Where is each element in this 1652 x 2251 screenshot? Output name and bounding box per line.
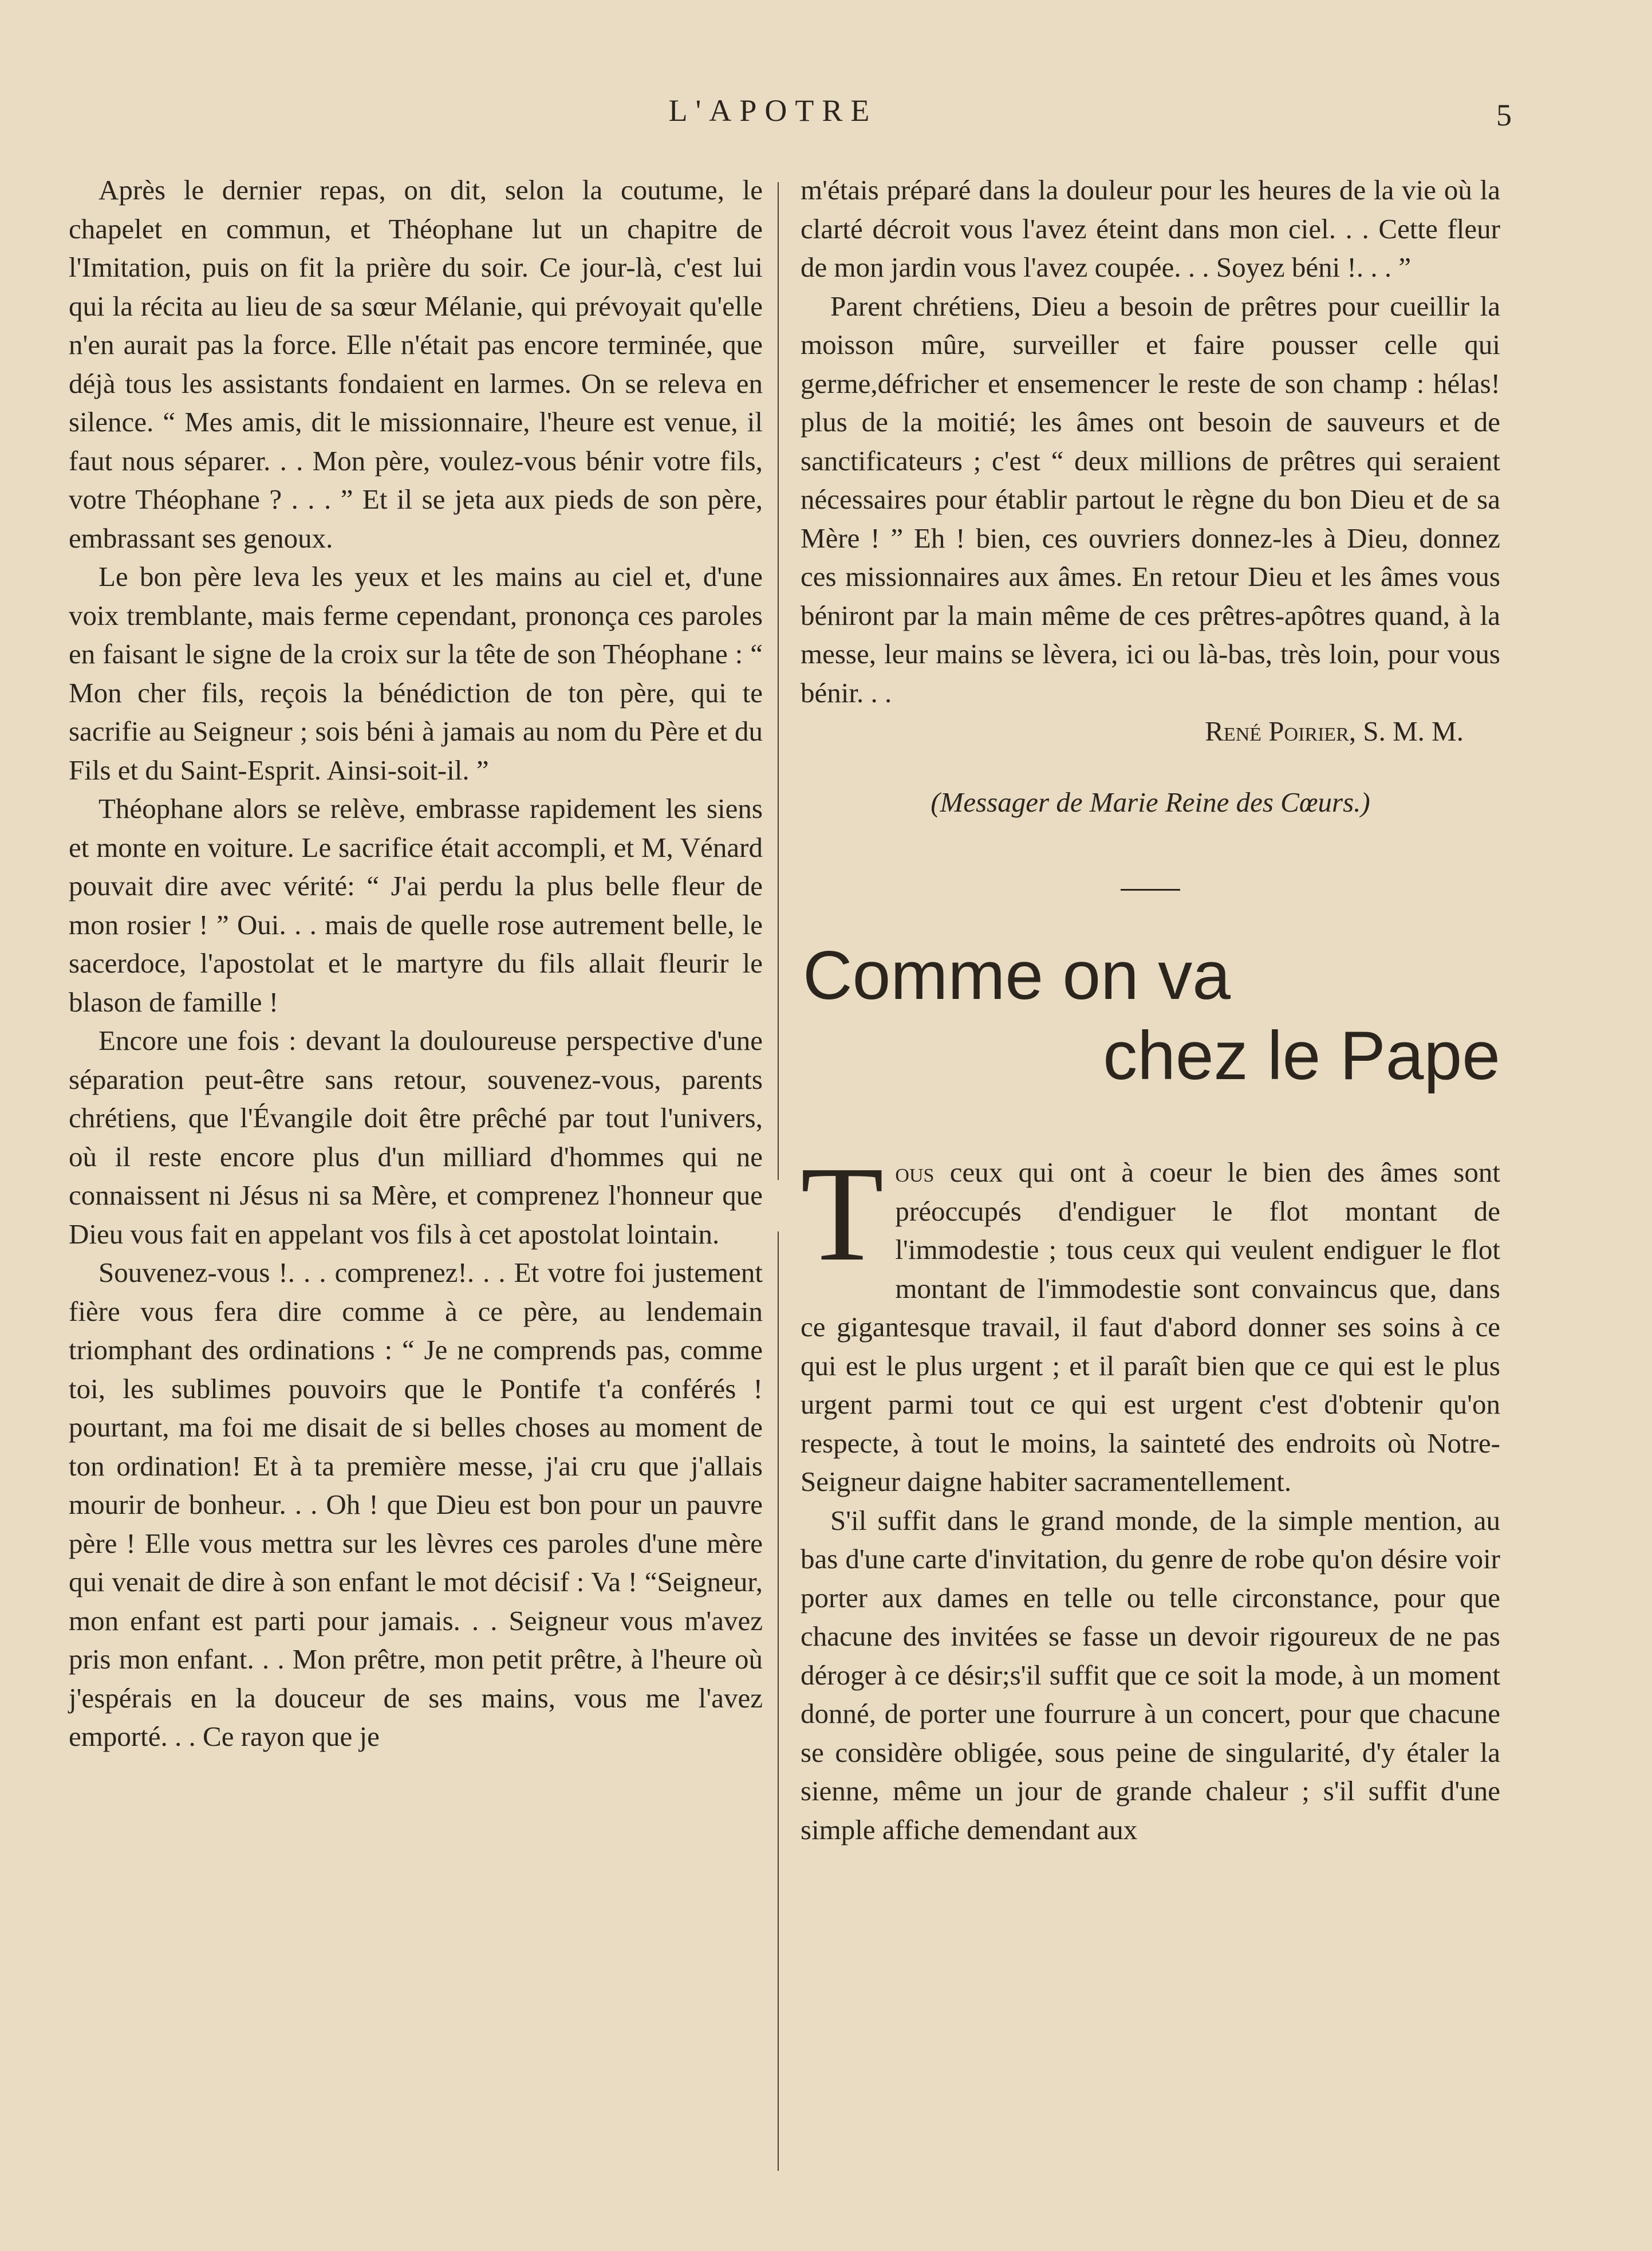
section-divider bbox=[1121, 889, 1180, 891]
page-number: 5 bbox=[1496, 98, 1512, 132]
source-citation: (Messager de Marie Reine des Cœurs.) bbox=[931, 786, 1370, 818]
left-paragraph-5: Souvenez-vous !. . . comprenez!. . . Et votre foi justement fière vous fera dire comme à ce père, au lendemain triomphant des ordinations : “ Je ne comprends pas, comme toi, les sublimes pouvoirs que le Pontife t'a conférés ! pourtant, ma foi me disait de si belles choses au moment de ton ordination! Et à ta première messe, j'ai cru que j'allais mourir de bonheur. . . Oh ! que Dieu est bon pour un pauvre père ! Elle vous mettra sur les lèvres ces paroles d'une mère qui venait de dire à son enfant le mot décisif : Va ! “Seigneur, mon enfant est parti pour jamais. . . Seigneur vous m'avez pris mon enfant. . . Mon prêtre, mon petit prêtre, à l'heure où j'espérais en la douceur de ses mains, vous me l'avez emporté. . . Ce rayon que je bbox=[69, 1257, 763, 1752]
right-continuation-paragraph: m'étais préparé dans la douleur pour les heures de la vie où la clarté décroit vous l'avez éteint dans mon ciel. . . Cette fleur de mon jardin vous l'avez coupée. . . Soyez béni !. . . ” bbox=[801, 174, 1500, 283]
article-body bbox=[801, 1139, 1500, 1849]
article-paragraph-1 bbox=[801, 1139, 1500, 1501]
right-column bbox=[801, 171, 1500, 1849]
drop-cap: T bbox=[801, 1139, 884, 1289]
column-rule-lower bbox=[778, 1231, 779, 2171]
article-title-line-2: chez le Pape bbox=[1103, 1017, 1500, 1094]
left-paragraph-3: Théophane alors se relève, embrasse rapidement les siens et monte en voiture. Le sacrifice était accompli, et M, Vénard pouvait dire avec vérité: “ J'ai perdu la plus belle fleur de mon rosier ! ” Oui. . . mais de quelle rose autrement belle, le sacerdoce, l'apostolat et le martyre du fils allait fleurir le blason de famille ! bbox=[69, 793, 763, 1018]
first-word-rest: ous bbox=[895, 1156, 935, 1188]
left-paragraph-1: Après le dernier repas, on dit, selon la coutume, le chapelet en commun, et Théophane lut un chapitre de l'Imitation, puis on fit la prière du soir. Ce jour-là, c'est lui qui la récita au lieu de sa sœur Mélanie, qui prévoyait qu'elle n'en aurait pas la force. Elle n'était pas encore terminée, que déjà tous les assistants fondaient en larmes. On se releva en silence. “ Mes amis, dit le missionnaire, l'heure est venue, il faut nous séparer. . . Mon père, voulez-vous bénir votre fils, votre Théophane ? . . . ” Et il se jeta aux pieds de son père, embrassant ses genoux. bbox=[69, 174, 763, 554]
article-paragraph-1-text: ceux qui ont à coeur le bien des âmes sont préoccupés d'endiguer le flot montant de l'immodestie ; tous ceux qui veulent endiguer le flot montant de l'immodestie sont convaincus que, dans ce gigantesque travail, il faut d'abord donner ses soins à ce qui est le plus urgent ; et il paraît bien que ce qui est le plus urgent parmi tout ce qui est urgent c'est d'obtenir qu'on respecte, à tout le moins, la sainteté des endroits où Notre-Seigneur daigne habiter sacramentellement. bbox=[801, 1156, 1500, 1497]
left-paragraph-4: Encore une fois : devant la douloureuse perspective d'une séparation peut-être sans retour, souvenez-vous, parents chrétiens, que l'Évangile doit être prêché par tout l'univers, où il reste encore plus d'un milliard d'hommes qui ne connaissent ni Jésus ni sa Mère, et comprenez l'honneur que Dieu vous fait en appelant vos fils à cet apostolat lointain. bbox=[69, 1025, 763, 1250]
article-title-line-1: Comme on va bbox=[803, 937, 1231, 1014]
article-title bbox=[801, 935, 1500, 1096]
article-paragraph-2: S'il suffit dans le grand monde, de la simple mention, au bas d'une carte d'invitation, du genre de robe qu'on désire voir porter aux dames en telle ou telle circonstance, pour que chacune des invitées se fasse un devoir rigoureux de ne pas déroger à ce désir;s'il suffit que ce soit la mode, à un moment donné, de porter une fourrure à un concert, pour que chacune se considère obligée, sous peine de singularité, d'y étaler la sienne, même un jour de grande chaleur ; s'il suffit d'une simple affiche demendant aux bbox=[801, 1504, 1500, 1845]
left-paragraph-2: Le bon père leva les yeux et les mains au ciel et, d'une voix tremblante, mais ferme cependant, prononça ces paroles en faisant le signe de la croix sur la tête de son Théophane : “ Mon cher fils, reçois la bénédiction de ton père, qui te sacrifie au Seigneur ; sois béni à jamais au nom du Père et du Fils et du Saint-Esprit. Ainsi-soit-il. ” bbox=[69, 561, 763, 786]
author-signature: René Poirier, S. M. M. bbox=[1205, 715, 1464, 747]
left-column bbox=[69, 171, 763, 1756]
running-head: L'APOTRE bbox=[668, 93, 878, 128]
right-paragraph-2: Parent chrétiens, Dieu a besoin de prêtres pour cueillir la moisson mûre, surveiller et faire pousser celle qui germe,défricher et ensemencer le reste de son champ : hélas! plus de la moitié; les âmes ont besoin de sauveurs et de sanctificateurs ; c'est “ deux millions de prêtres qui seraient nécessaires pour établir partout le règne du bon Dieu et de sa Mère ! ” Eh ! bien, ces ouvriers donnez-les à Dieu, donnez ces missionnaires aux âmes. En retour Dieu et les âmes vous béniront par la main même de ces prêtres-apôtres quand, à la messe, leur mains se lèvera, ici ou là-bas, très loin, pour vous bénir. . . bbox=[801, 290, 1500, 709]
column-rule bbox=[778, 182, 779, 1180]
